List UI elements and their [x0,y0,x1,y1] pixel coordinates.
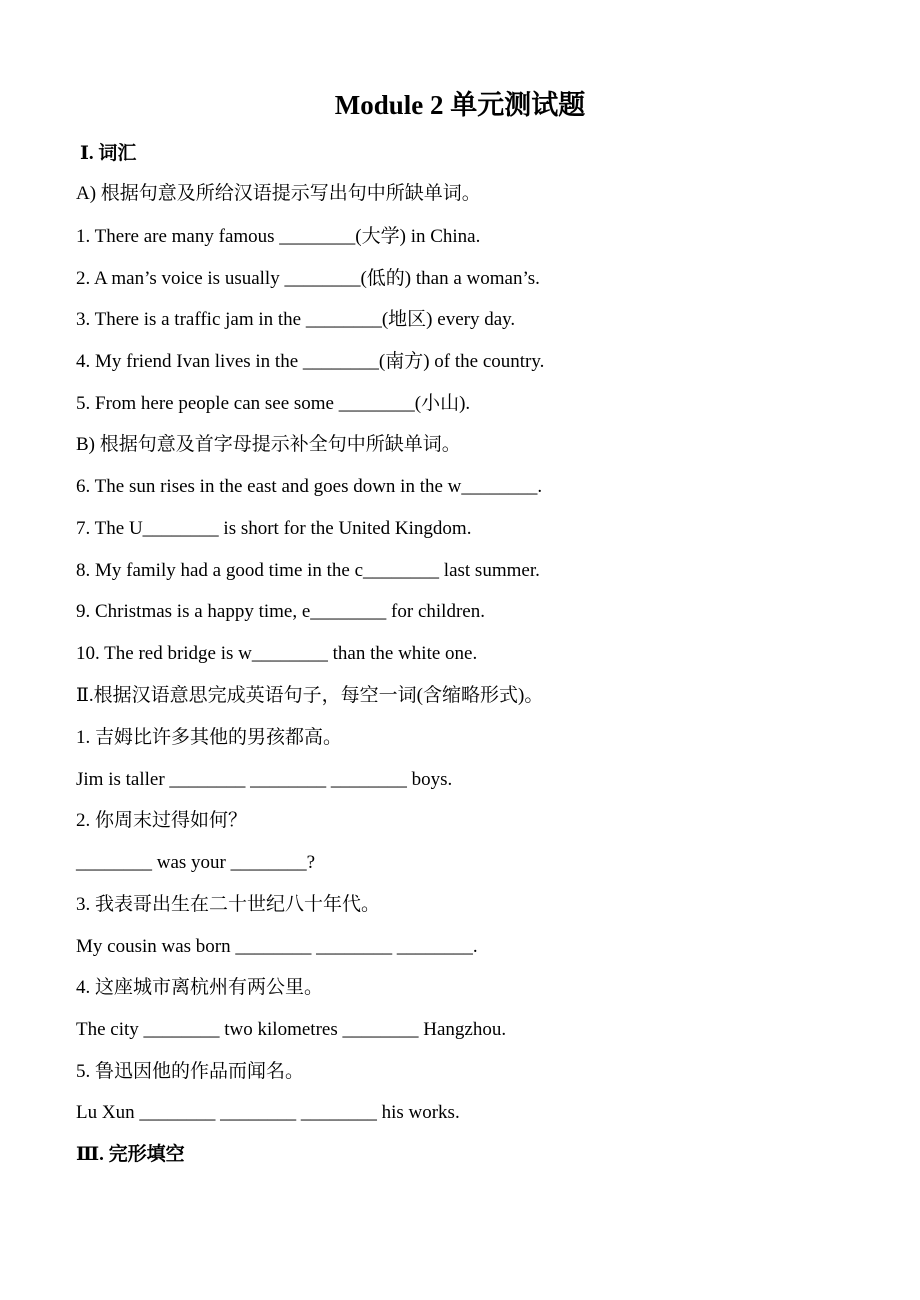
vocab-item-3: 3. There is a traffic jam in the ________(地区) every day. [76,309,516,330]
vocab-item-10: 10. The red bridge is w________ than the white one. [76,643,478,664]
translation-sentence-2: ________ was your ________? [76,852,316,873]
translation-prompt-5: 5. 鲁迅因他的作品而闻名。 [76,1061,305,1082]
translation-prompt-4: 4. 这座城市离杭州有两公里。 [76,977,324,998]
translation-prompt-2: 2. 你周末过得如何？ [76,810,248,831]
vocab-item-6: 6. The sun rises in the east and goes down in the w________. [76,476,543,497]
vocab-item-9: 9. Christmas is a happy time, e________ for children. [76,601,485,622]
section-3-heading: Ⅲ. 完形填空 [76,1144,185,1165]
translation-prompt-3: 3. 我表哥出生在二十世纪八十年代。 [76,894,381,915]
translation-prompt-1: 1. 吉姆比许多其他的男孩都高。 [76,727,343,748]
vocab-item-5: 5. From here people can see some ________(小山). [76,393,471,414]
section-2-heading: Ⅱ.根据汉语意思完成英语句子，每空一词(含缩略形式)。 [76,685,544,706]
translation-sentence-5: Lu Xun ________ ________ ________ his works. [76,1102,460,1123]
page-title: Module 2 单元测试题 [334,90,586,120]
part-a-instruction: A) 根据句意及所给汉语提示写出句中所缺单词。 [76,183,481,204]
vocab-item-2: 2. A man’s voice is usually ________(低的) than a woman’s. [76,268,540,289]
translation-sentence-3: My cousin was born ________ ________ ________. [76,936,478,957]
vocab-item-4: 4. My friend Ivan lives in the ________(南方) of the country. [76,351,545,372]
vocab-item-8: 8. My family had a good time in the c________ last summer. [76,560,540,581]
section-1-heading: Ⅰ. 词汇 [80,143,137,164]
translation-sentence-1: Jim is taller ________ ________ ________ boys. [76,769,453,790]
translation-sentence-4: The city ________ two kilometres ________ Hangzhou. [76,1019,507,1040]
vocab-item-1: 1. There are many famous ________(大学) in China. [76,226,481,247]
part-b-instruction: B) 根据句意及首字母提示补全句中所缺单词。 [76,434,461,455]
vocab-item-7: 7. The U________ is short for the United Kingdom. [76,518,472,539]
